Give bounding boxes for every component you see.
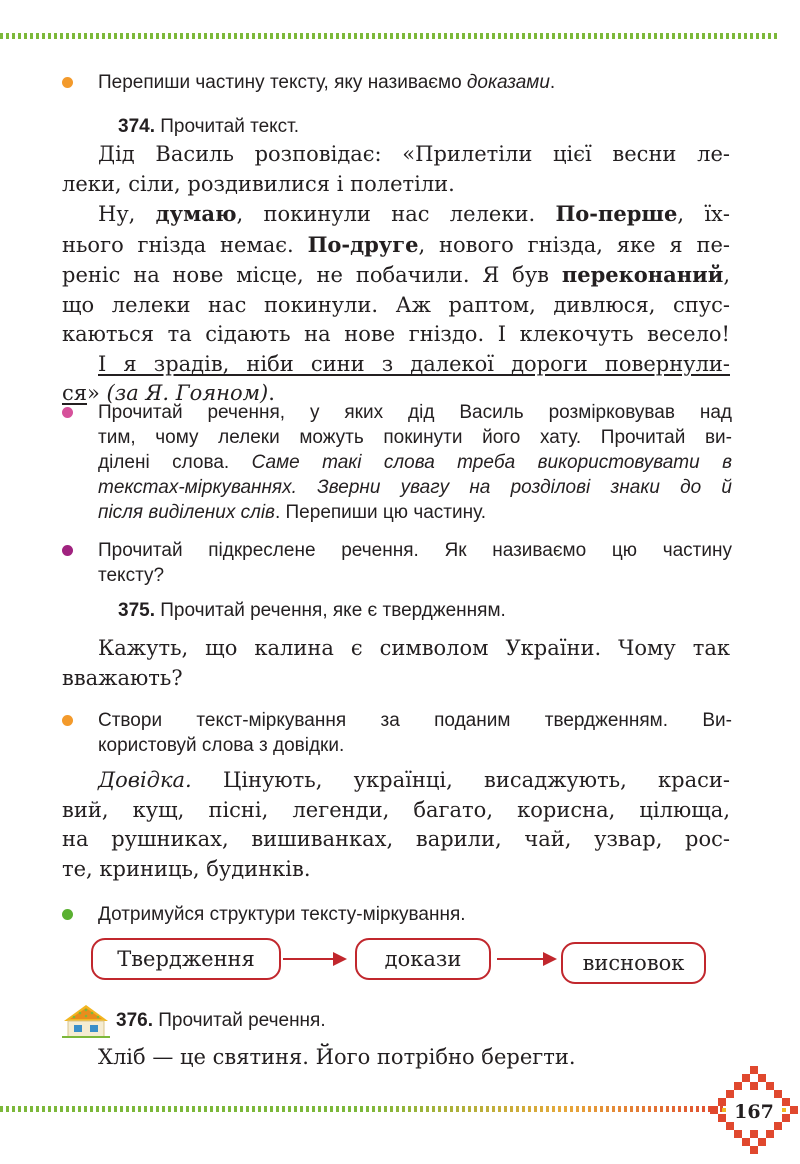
dovidka-text: Довідка. Цінують, українці, висаджують, краси- вий, кущ, пісні, легенди, багато, корисна, цілюща, на рушниках, вишиванках, варили, чай, узвар, рос- те, криниць, будинків. <box>62 768 730 881</box>
scheme-arrow <box>283 958 345 960</box>
exercise-374-task-1: Прочитай речення, у яких дід Василь розмірковував над тим, чому лелеки можуть покинути його хату. Прочитай ви- ділені слова. Саме такі слова треба використовувати в текстах-міркуваннях. Зверни увагу на розділові знаки до й після виділених слів. Перепиши цю частину. <box>98 402 733 523</box>
exercise-376-text: Хліб — це святиня. Його потрібно берегти. <box>98 1045 576 1069</box>
scheme-box-evidence: докази <box>355 938 491 980</box>
scheme-box-conclusion: висновок <box>561 942 706 984</box>
exercise-number: 374. <box>118 116 155 137</box>
underlined-sentence: І я зрадів, ніби сини з далекої дороги повернули- <box>98 351 730 376</box>
exercise-374-text: Дід Василь розповідає: «Прилетіли цієї весни ле- леки, сіли, роздивилися і полетіли. Ну, думаю, покинули нас лелеки. По-перше, їх- нього гнізда немає. По-друге, нового гнізда, яке я пе- реніс на нове місце, не побачили. Я був переконаний, що лелеки нас покинули. Аж раптом, дивлюся, спус- каються та сідають на нове гніздо. І клекочуть весело! І я зрадів, ніби сини з далекої дороги повернули- ся» (за Я. Гояном). <box>62 142 730 405</box>
dovidka-label: Довідка. <box>98 768 192 792</box>
magenta-bullet <box>62 407 73 418</box>
green-bullet <box>62 909 73 920</box>
intro-task: Перепиши частину тексту, яку називаємо доказами. <box>98 72 556 93</box>
exercise-375-text: Кажуть, що калина є символом України. Чому так вважають? <box>62 636 730 690</box>
exercise-375-heading: 375. Прочитай речення, яке є твердженням. <box>118 600 506 621</box>
scheme-box-statement: Твердження <box>91 938 281 980</box>
scheme-arrow <box>497 958 555 960</box>
orange-bullet <box>62 715 73 726</box>
exercise-number: 375. <box>118 600 155 621</box>
bottom-ornament-border <box>0 1106 725 1112</box>
exercise-376-heading: 376. Прочитай речення. <box>116 1010 326 1031</box>
top-ornament-border <box>0 33 780 39</box>
exercise-374-heading: 374. Прочитай текст. <box>118 116 300 137</box>
page-number: 167 <box>734 1101 774 1123</box>
exercise-374-task-2: Прочитай підкреслене речення. Як називаємо цю частину тексту? <box>98 540 732 586</box>
exercise-375-task-1: Створи текст-міркування за поданим твердженням. Ви- користовуй слова з довідки. <box>98 710 732 756</box>
exercise-375-task-2: Дотримуйся структури тексту-міркування. <box>98 904 466 925</box>
orange-bullet <box>62 77 73 88</box>
purple-bullet <box>62 545 73 556</box>
house-icon <box>60 1003 112 1039</box>
exercise-number: 376. <box>116 1010 153 1031</box>
